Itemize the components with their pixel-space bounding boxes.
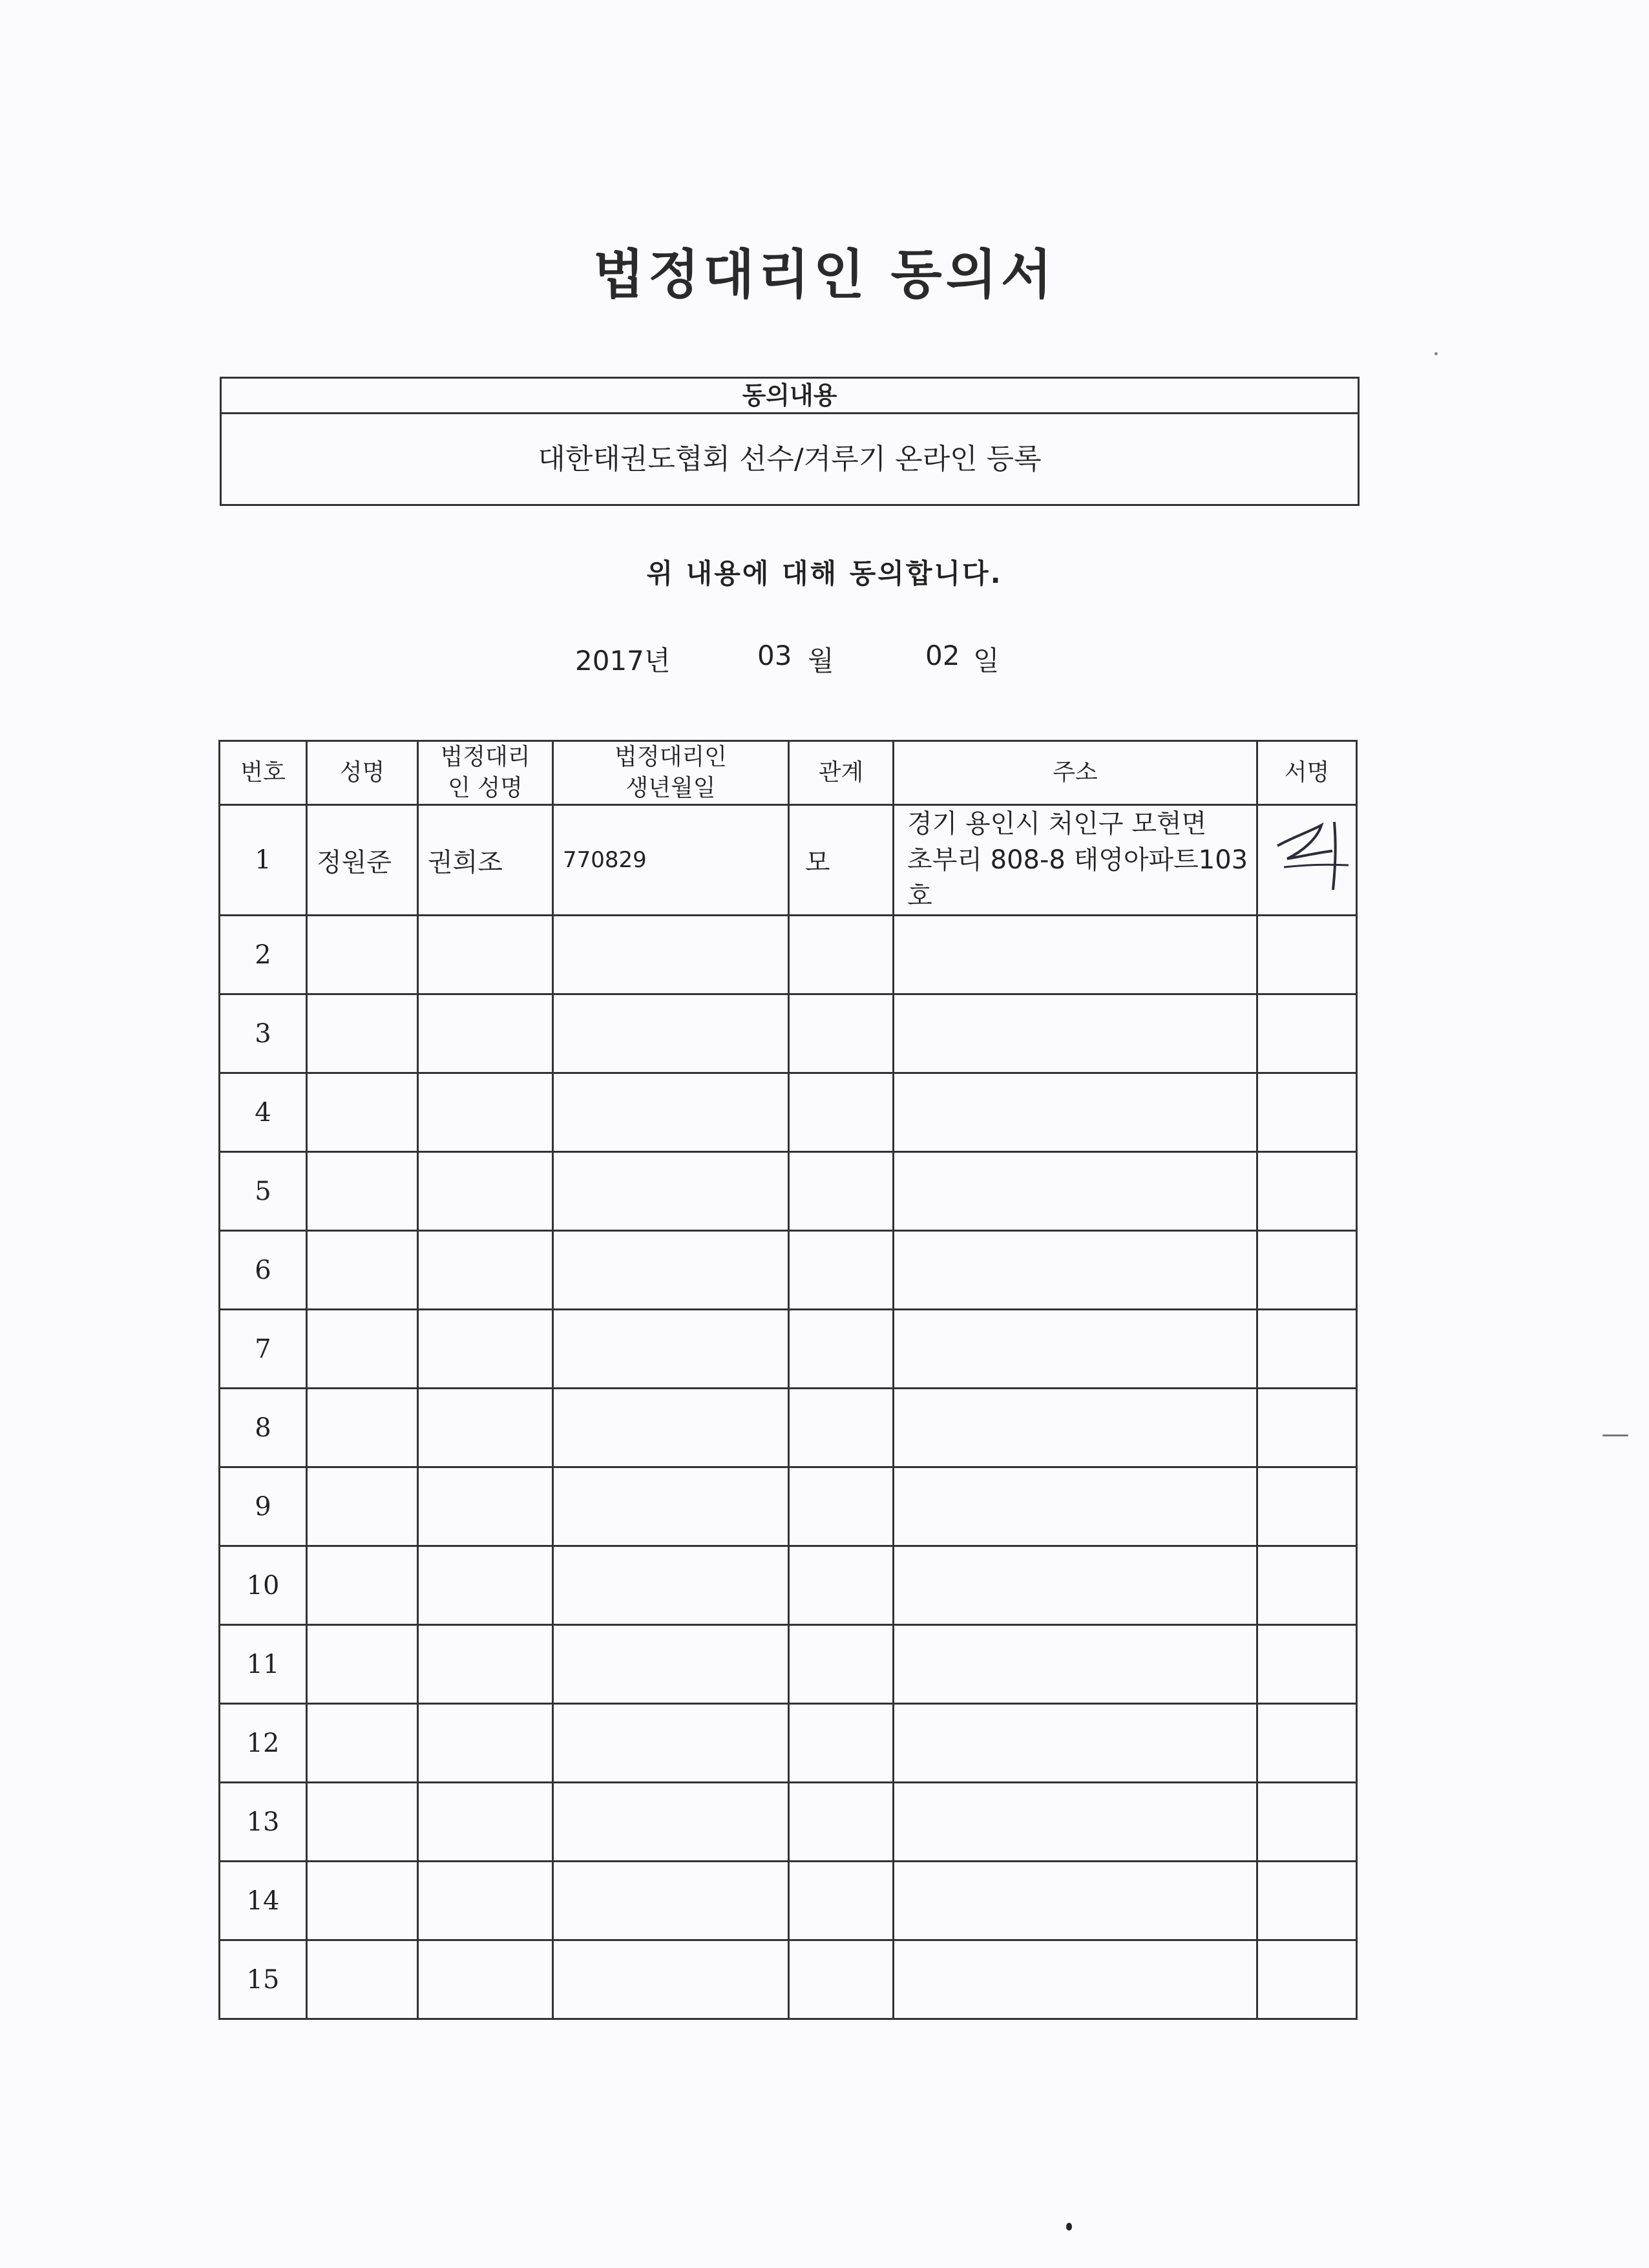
row-no: 9	[220, 1467, 307, 1546]
handwritten-signature	[1258, 806, 1355, 883]
row-no: 5	[220, 1152, 307, 1231]
table-row	[220, 1389, 1357, 1467]
table-row	[220, 1704, 1357, 1783]
date-month: 03	[757, 640, 792, 671]
row-no: 4	[220, 1073, 307, 1152]
header-relation: 관계	[789, 741, 894, 805]
row-address	[894, 805, 1257, 916]
row-no: 6	[220, 1231, 307, 1310]
table-row	[220, 1231, 1357, 1310]
header-address: 주소	[894, 741, 1257, 805]
table-row	[220, 916, 1357, 994]
date-month-unit: 월	[808, 645, 834, 677]
date-year: 2017년	[575, 645, 671, 677]
row-no: 2	[220, 916, 307, 994]
row-no: 11	[220, 1625, 307, 1704]
row-no: 12	[220, 1704, 307, 1783]
date-day: 02	[925, 640, 960, 671]
guardian-table	[218, 740, 1358, 2020]
scan-speck	[1066, 2223, 1072, 2231]
table-row	[220, 1310, 1357, 1389]
table-row	[220, 1940, 1357, 2019]
row-no: 3	[220, 994, 307, 1073]
row-no: 8	[220, 1389, 307, 1467]
table-row	[220, 1783, 1357, 1862]
header-no: 번호	[220, 741, 307, 805]
consent-box	[220, 377, 1360, 506]
table-row	[220, 1073, 1357, 1152]
row-no: 7	[220, 1310, 307, 1389]
document-title: 법정대리인 동의서	[593, 244, 1056, 306]
consent-content: 대한태권도협회 선수/겨루기 온라인 등록	[538, 443, 1042, 476]
row-guardian-name: 권희조	[418, 805, 553, 916]
table-row	[220, 1862, 1357, 1940]
table-row	[220, 1467, 1357, 1546]
consent-heading: 동의내용	[222, 379, 1358, 414]
date-day-unit: 일	[973, 645, 1000, 677]
header-guardian-name: 법정대리인 성명	[418, 741, 553, 805]
table-row	[220, 1625, 1357, 1704]
scan-speck	[1434, 352, 1438, 355]
table-row	[220, 1546, 1357, 1625]
agree-statement: 위 내용에 대해 동의합니다.	[646, 558, 1003, 589]
header-guardian-birth: 법정대리인 생년월일	[553, 741, 789, 805]
row-no: 13	[220, 1783, 307, 1862]
row-no: 15	[220, 1940, 307, 2019]
table-row	[220, 994, 1357, 1073]
scan-speck	[1602, 1434, 1628, 1436]
row-guardian-birth: 770829	[553, 805, 789, 916]
row-address-line1: 경기 용인시 처인구 모현면	[907, 809, 1207, 839]
row-no: 14	[220, 1862, 307, 1940]
table-row	[220, 805, 1357, 916]
row-relation: 모	[789, 805, 894, 916]
row-name: 정원준	[307, 805, 418, 916]
row-signature	[1257, 805, 1357, 916]
table-row	[220, 1152, 1357, 1231]
row-no: 1	[220, 805, 307, 916]
table-header-row	[220, 741, 1357, 805]
header-signature: 서명	[1257, 741, 1357, 805]
row-address-line2: 초부리 808-8 태영아파트103호	[907, 845, 1248, 911]
row-no: 10	[220, 1546, 307, 1625]
header-name: 성명	[307, 741, 418, 805]
